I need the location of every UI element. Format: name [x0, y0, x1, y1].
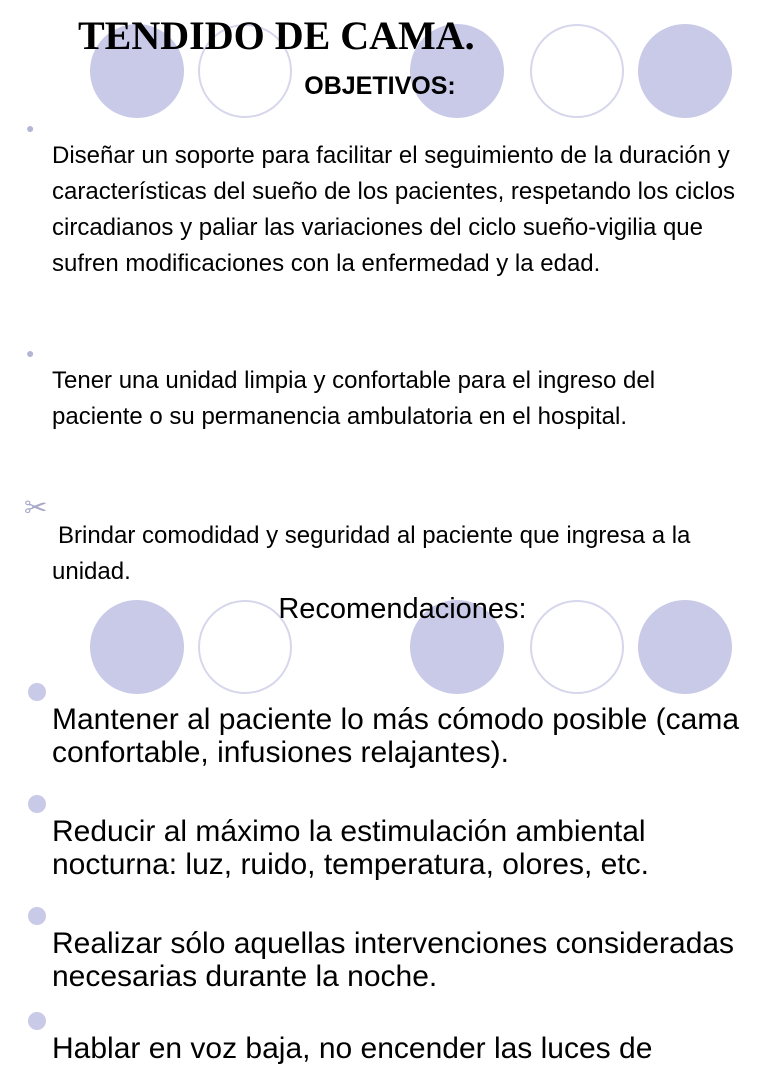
bullet-circle-icon: [28, 907, 46, 925]
recomendaciones-heading: Recomendaciones:: [278, 593, 527, 625]
objetivos-heading: OBJETIVOS:: [304, 72, 456, 100]
scissors-icon: ✂: [24, 492, 48, 523]
objetivo-text: Brindar comodidad y seguridad al paciente que ingresa a la unidad.: [52, 522, 691, 585]
bullet-dot-icon: ●: [26, 345, 35, 361]
objetivo-text: Tener una unidad limpia y confortable para el ingreso del paciente o su permanencia ambulatoria en el hospital.: [52, 367, 656, 430]
recomendacion-text: Hablar en voz baja, no encender las luces de: [52, 1032, 653, 1065]
recomendacion-text: Reducir al máximo la estimulación ambiental nocturna: luz, ruido, temperatura, olores, etc.: [52, 815, 649, 881]
bullet-dot-icon: ●: [26, 120, 35, 136]
recomendacion-text: Realizar sólo aquellas intervenciones consideradas necesarias durante la noche.: [52, 927, 735, 993]
page-title: TENDIDO DE CAMA.: [78, 13, 475, 58]
objetivo-text: Diseñar un soporte para facilitar el seguimiento de la duración y características del sueño de los pacientes, respetando los ciclos circadianos y paliar las variaciones del ciclo sueño-vigilia que sufren modificaciones con la enfermedad y la edad.: [52, 142, 736, 277]
bullet-circle-icon: [28, 795, 46, 813]
recomendacion-text: Mantener al paciente lo más cómodo posible (cama confortable, infusiones relajantes).: [52, 703, 740, 769]
bullet-circle-icon: [28, 1012, 46, 1030]
bullet-circle-icon: [28, 683, 46, 701]
